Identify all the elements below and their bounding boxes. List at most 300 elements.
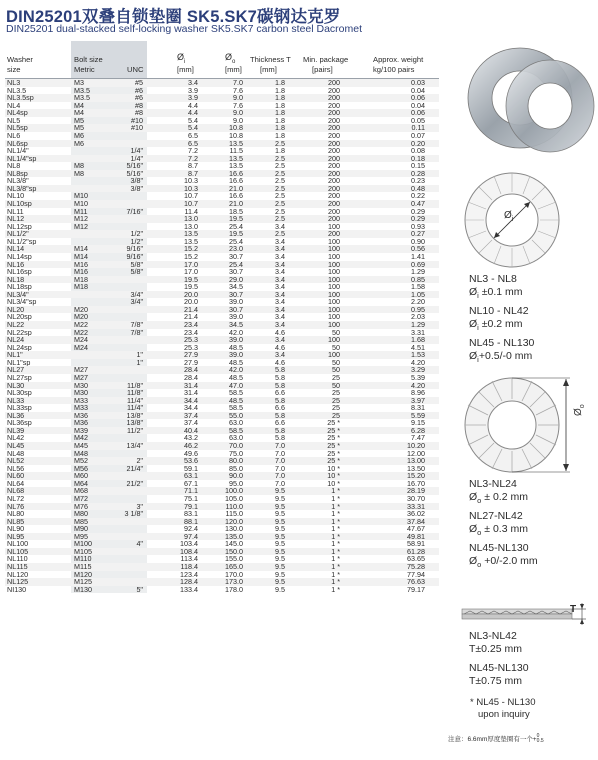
thickness-cell: 2.5 [275,183,285,193]
do-cell: 48.5 [229,342,243,352]
metric-cell: M4 [74,108,84,118]
do-cell: 18.5 [229,206,243,216]
min-package-cell: 25 * [327,441,340,450]
weight-cell: 0.69 [411,259,425,269]
min-package-cell: 200 [328,85,340,95]
di-cell: 53.6 [184,456,198,466]
page-subtitle: DIN25201 dual-stacked self-locking washer SK5.SK7 carbon steel Dacromet [6,23,363,35]
min-package-cell: 200 [328,130,340,140]
table-row [5,427,439,435]
di-cell: 79.1 [184,501,198,511]
thickness-cell: 1.8 [275,146,285,156]
washer-size-cell: NL12 [7,214,25,224]
table-row [5,261,439,269]
di-cell: 6.5 [188,130,198,140]
do-cell: 85.0 [229,463,243,473]
washer-size-cell: NL16 [7,259,25,269]
do-cell: 178.0 [225,584,243,594]
header-washer-size-1: Washer [7,55,33,64]
weight-cell: 0.15 [411,161,425,171]
di-cell: 88.1 [184,516,198,526]
thickness-cell: 2.5 [275,161,285,171]
min-package-cell: 200 [328,153,340,163]
thickness-cell: 3.4 [275,244,285,254]
thickness-cell: 3.4 [275,221,285,231]
do-cell: 19.5 [229,229,243,239]
metric-cell: M6 [74,138,84,148]
thickness-cell: 9.5 [275,501,285,511]
unc-cell: 1/4" [130,146,143,156]
thickness-cell: 3.4 [275,267,285,277]
thickness-cell: 3.4 [275,312,285,322]
thickness-cell: 5.8 [275,365,285,375]
washer-size-cell: NL4 [7,100,21,110]
metric-cell: M36 [74,418,88,428]
weight-cell: 58.91 [407,539,425,549]
washer-size-cell: NL14 [7,244,25,254]
thickness-cell: 9.5 [275,531,285,541]
weight-cell: 1.05 [411,289,425,299]
table-row [5,374,439,382]
thickness-cell: 3.4 [275,259,285,269]
unc-cell: 9/16" [126,251,143,261]
di-cell: 4.4 [188,100,198,110]
weight-cell: 0.03 [411,78,425,87]
do-cell: 30.7 [229,251,243,261]
thickness-cell: 7.0 [275,463,285,473]
weight-cell: 0.23 [411,176,425,186]
washer-size-cell: NL20sp [7,312,32,322]
do-cell: 30.7 [229,289,243,299]
do-cell: 25.4 [229,221,243,231]
thickness-diagram-label: T [570,604,577,615]
washer-size-cell: NL3.5sp [7,93,34,103]
tol-di-value-1 [469,286,534,302]
thickness-cell: 6.6 [275,418,285,428]
upon-inquiry-note [470,697,535,721]
di-cell: 10.3 [184,183,198,193]
min-package-cell: 200 [328,183,340,193]
table-row [5,117,439,125]
thickness-cell: 9.5 [275,584,285,594]
table-row [5,124,439,132]
table-row [5,533,439,541]
washer-size-cell: NL36 [7,410,25,420]
di-cell: 34.4 [184,395,198,405]
tol-do-sym-2: Ø [469,523,478,536]
thickness-cell: 3.4 [275,320,285,329]
di-cell: 92.4 [184,524,198,534]
metric-cell: M30 [74,380,88,390]
min-package-cell: 25 * [327,448,340,458]
min-package-cell: 100 [328,259,340,269]
di-cell: 11.4 [184,206,198,216]
min-package-cell: 100 [328,274,340,284]
tol-do-range-1: NL3-NL24 [469,478,517,490]
tol-di-val-3: +0.5/-0 mm [478,350,533,363]
washer-size-cell: NL36sp [7,418,32,428]
table-row [5,276,439,284]
thickness-cell: 2.5 [275,176,285,186]
min-package-cell: 100 [328,236,340,246]
di-cell: 67.1 [184,478,198,488]
header-thickness: Thickness T [250,55,291,64]
washer-size-cell: NL4sp [7,108,28,118]
do-cell: 39.0 [229,312,243,322]
min-package-cell: 200 [328,146,340,156]
weight-cell: 13.50 [407,463,425,473]
metric-cell: M36 [74,410,88,420]
min-package-cell: 25 * [327,456,340,466]
table-row [5,170,439,178]
weight-cell: 9.15 [411,418,425,428]
table-row [5,366,439,374]
di-cell: 43.2 [184,433,198,443]
min-package-cell: 200 [328,100,340,110]
do-cell: 145.0 [225,539,243,549]
di-cell: 23.4 [184,327,198,337]
metric-cell: M20 [74,312,88,322]
metric-cell: M22 [74,327,88,337]
washer-size-cell: NL115 [7,562,28,571]
thickness-cell: 5.8 [275,433,285,443]
table-row [5,283,439,291]
table-row [5,79,439,87]
table-row [5,215,439,223]
washer-size-cell: NL5sp [7,123,28,133]
unc-cell: 1/2" [130,229,143,239]
metric-cell: M80 [74,509,88,519]
thickness-cell: 1.8 [275,100,285,110]
unc-cell: 5/16" [126,161,143,171]
metric-cell: M3.5 [74,85,90,95]
weight-cell: 10.20 [407,441,425,450]
metric-cell: M33 [74,395,88,405]
unc-cell: #6 [135,85,143,95]
do-cell: 21.0 [229,183,243,193]
di-cell: 133.4 [180,584,198,594]
washer-size-cell: NL105 [7,546,29,556]
thickness-cell: 7.0 [275,448,285,458]
table-row [5,586,439,594]
washer-size-cell: NL18sp [7,282,32,292]
unc-cell: 1/4" [130,153,143,163]
table-row [5,457,439,465]
do-cell: 34.5 [229,282,243,292]
washer-size-cell: NL20 [7,304,25,314]
metric-cell: M14 [74,244,88,254]
min-package-cell: 1 * [331,562,340,571]
washer-size-cell: NL3/4"sp [7,297,37,307]
do-cell: 16.6 [229,168,243,178]
min-package-cell: 25 [332,403,340,413]
thickness-cell: 9.5 [275,493,285,503]
do-cell: 13.5 [229,138,243,148]
do-diagram-label [572,404,589,416]
washer-size-cell: NL6sp [7,138,28,148]
table-row [5,155,439,163]
unc-cell: 11/8" [126,380,143,390]
table-row [5,306,439,314]
header-weight-unit: kg/100 pairs [373,65,415,74]
weight-cell: 0.22 [411,191,425,201]
thickness-cell: 1.8 [275,78,285,87]
unc-cell: 1" [136,350,143,360]
metric-cell: M48 [74,448,88,458]
washer-size-cell: NL12sp [7,221,32,231]
thickness-cell: 3.4 [275,236,285,246]
metric-cell: M64 [74,478,88,488]
do-cell: 19.5 [229,214,243,224]
di-cell: 15.2 [184,251,198,261]
thickness-cell: 3.4 [275,251,285,261]
washer-size-cell: NL33sp [7,403,32,413]
min-package-cell: 50 [332,365,340,375]
metric-cell: M12 [74,214,88,224]
min-package-cell: 100 [328,244,340,254]
weight-cell: 8.31 [411,403,425,413]
weight-cell: 75.28 [407,562,425,571]
table-row [5,321,439,329]
metric-cell: M110 [74,554,92,564]
metric-cell: M18 [74,274,88,284]
do-cell: 39.0 [229,350,243,360]
do-cell: 9.0 [233,108,243,118]
washer-size-cell: NL30sp [7,388,32,398]
do-diagram-sub: o [579,404,586,409]
thickness-cell: 1.8 [275,123,285,133]
metric-cell: M27 [74,365,88,375]
washer-size-cell: NL8 [7,161,21,171]
min-package-cell: 10 * [327,478,340,488]
do-cell: 39.0 [229,335,243,345]
weight-cell: 2.03 [411,312,425,322]
unc-cell: 3 1/8" [124,509,143,519]
do-cell: 21.0 [229,199,243,208]
metric-cell: M90 [74,524,88,534]
do-cell: 34.5 [229,320,243,329]
weight-cell: 0.04 [411,100,425,110]
unc-cell: 4" [136,539,143,549]
washer-size-cell: NL125 [7,577,29,587]
header-metric: Metric [74,65,95,74]
di-cell: 31.4 [184,380,198,390]
weight-cell: 6.28 [411,425,425,435]
tol-do-value-1 [469,491,538,507]
di-cell: 6.5 [188,138,198,148]
di-cell: 128.4 [180,577,198,587]
do-cell: 115.0 [225,509,243,519]
thickness-cell: 6.6 [275,403,285,413]
do-cell: 58.5 [229,403,243,413]
unc-cell: 3/8" [130,176,143,186]
thickness-cell: 2.5 [275,138,285,148]
do-cell: 120.0 [225,516,243,526]
tol-do-val-3: +0/-2.0 mm [484,555,538,568]
weight-cell: 0.04 [411,85,425,95]
washer-size-cell: NL1" [7,350,23,360]
washer-size-cell: NL60 [7,471,25,481]
tolerance-do-group [469,478,538,571]
table-row [5,223,439,231]
metric-cell: M10 [74,199,88,208]
metric-cell: M72 [74,493,88,503]
header-min-package: Min. package [303,55,349,64]
washer-size-cell: NL3/8"sp [7,183,37,193]
metric-cell: M5 [74,123,84,133]
washer-size-cell: NL3/8" [7,176,29,186]
tol-di-sub-2: i [477,323,479,333]
unc-cell: 5" [136,584,143,594]
washer-size-cell: NI130 [7,584,27,594]
weight-cell: 7.47 [411,433,425,443]
di-cell: 25.3 [184,335,198,345]
washer-size-cell: NL3/4" [7,289,29,299]
min-package-cell: 200 [328,191,340,201]
min-package-cell: 1 * [331,486,340,496]
weight-cell: 0.05 [411,115,425,125]
unc-cell: 7/8" [130,320,143,329]
metric-cell: M18 [74,282,88,292]
do-cell: 135.0 [225,531,243,541]
thickness-cell: 9.5 [275,546,285,556]
min-package-cell: 200 [328,168,340,178]
do-cell: 42.0 [229,365,243,375]
table-row [5,140,439,148]
washer-size-cell: NL6 [7,130,21,140]
weight-cell: 1.53 [411,350,425,360]
table-row [5,495,439,503]
metric-cell: M16 [74,267,88,277]
do-cell: 110.0 [225,501,243,511]
weight-cell: 0.08 [411,146,425,156]
upon-inquiry-range: * NL45 - NL130 [470,697,536,708]
weight-cell: 0.27 [411,229,425,239]
do-cell: 90.0 [229,471,243,481]
metric-cell: M6 [74,130,84,140]
table-row [5,434,439,442]
tol-do-sym-3: Ø [469,555,478,568]
di-cell: 3.9 [188,93,198,103]
weight-cell: 0.06 [411,108,425,118]
do-cell: 58.5 [229,388,243,398]
weight-cell: 0.85 [411,274,425,284]
di-cell: 27.9 [184,350,198,360]
table-row [5,450,439,458]
washer-size-cell: NL1/2" [7,229,29,239]
thickness-cell: 7.0 [275,456,285,466]
header-do-symbol: Ø [225,52,233,62]
do-cell: 7.6 [233,85,243,95]
header-washer-size-2: size [7,65,21,74]
washer-size-cell: NL5 [7,115,21,125]
do-cell: 105.0 [225,493,243,503]
washer-size-cell: NL52 [7,456,25,466]
washer-size-cell: NL3.5 [7,85,27,95]
weight-cell: 3.31 [411,327,425,337]
weight-cell: 47.67 [407,524,425,534]
tol-di-val-1: ±0.1 mm [481,286,523,298]
thickness-cell: 9.5 [275,486,285,496]
washer-size-cell: NL39 [7,425,25,435]
table-row [5,230,439,238]
table-row [5,480,439,488]
min-package-cell: 50 [332,342,340,352]
washer-size-cell: NL10 [7,191,25,201]
do-cell: 165.0 [225,562,243,571]
tol-di-sub-1: i [477,291,479,301]
table-row [5,359,439,367]
min-package-cell: 1 * [331,584,340,594]
min-package-cell: 100 [328,297,340,307]
thickness-cell: 7.0 [275,441,285,450]
weight-cell: 0.11 [411,123,425,133]
do-cell: 9.0 [233,115,243,125]
do-cell: 39.0 [229,297,243,307]
di-cell: 10.7 [184,191,198,201]
weight-cell: 77.94 [407,569,425,579]
washer-size-cell: NL22sp [7,327,32,337]
thickness-cell: 9.5 [275,524,285,534]
metric-cell: M10 [74,191,88,201]
table-header [5,41,439,79]
do-cell: 48.5 [229,357,243,367]
thickness-cell: 5.8 [275,425,285,435]
di-cell: 3.4 [188,78,198,87]
thickness-cell: 9.5 [275,539,285,549]
di-cell: 118.4 [180,562,198,571]
di-cell: 31.4 [184,388,198,398]
header-weight: Approx. weight [373,55,424,64]
washer-size-cell: NL1"sp [7,357,31,367]
table-row [5,109,439,117]
min-package-cell: 25 [332,395,340,405]
metric-cell: M76 [74,501,88,511]
weight-cell: 5.59 [411,410,425,420]
washer-size-cell: NL27 [7,365,25,375]
table-row [5,351,439,359]
di-cell: 19.5 [184,282,198,292]
washer-photo-icon [458,42,598,160]
washer-size-cell: NL1/4"sp [7,153,37,163]
tol-do-sub-1: o [477,496,482,506]
di-cell: 37.4 [184,410,198,420]
di-cell: 59.1 [184,463,198,473]
weight-cell: 76.63 [407,577,425,587]
min-package-cell: 1 * [331,524,340,534]
metric-cell: M27 [74,372,88,382]
tol-di-sym-3: Ø [469,350,478,363]
table-row [5,147,439,155]
min-package-cell: 200 [328,161,340,171]
metric-cell: M42 [74,433,88,443]
table-row [5,525,439,533]
header-di-sub: i [184,58,186,65]
do-cell: 11.5 [229,146,243,156]
di-cell: 19.5 [184,274,198,284]
thickness-cell: 2.5 [275,199,285,208]
metric-cell: M100 [74,539,92,549]
tol-do-val-1: ± 0.2 mm [484,491,528,503]
table-row [5,442,439,450]
metric-cell: M16 [74,259,88,269]
di-cell: 21.4 [184,312,198,322]
di-cell: 20.0 [184,289,198,299]
metric-cell: M130 [74,584,92,594]
di-cell: 37.4 [184,418,198,428]
do-cell: 63.0 [229,433,243,443]
do-diagram-symbol: Ø [573,408,584,416]
